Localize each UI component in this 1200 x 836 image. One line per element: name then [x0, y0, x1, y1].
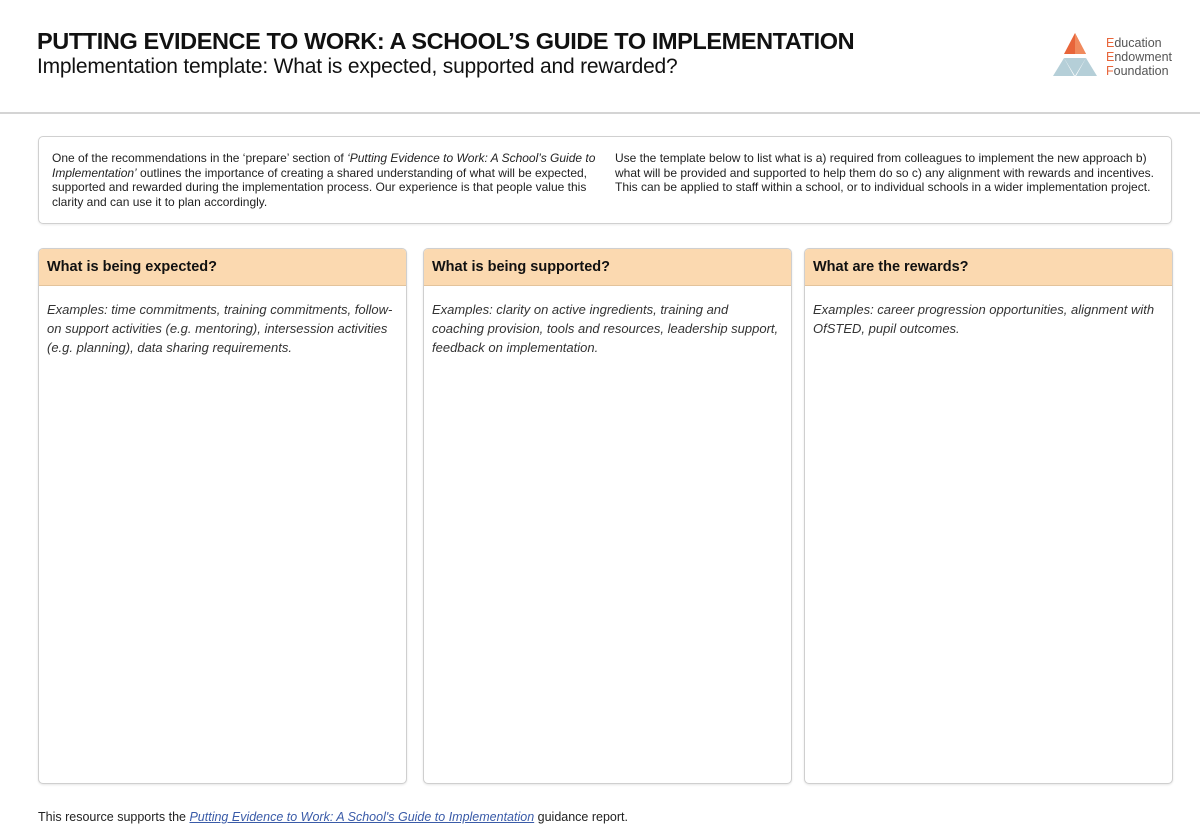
column-heading: What are the rewards? — [805, 249, 1172, 286]
expected-column — [38, 248, 407, 784]
guide-link[interactable]: Putting Evidence to Work: A School's Guide to Implementation — [189, 810, 535, 824]
intro-paragraph-1: One of the recommendations in the ‘prepare’ section of ‘Putting Evidence to Work: A School’s Guide to Implementation’ outlines the importance of creating a shared understanding of what will be expected, supported and rewarded during the implementation process. Our experience is that people value this clarity and can use it to plan accordingly. — [52, 151, 596, 209]
supported-column — [423, 248, 792, 784]
column-examples[interactable]: Examples: time commitments, training commitments, follow-on support activities (e.g. mentoring), intersession activities (e.g. planning), data sharing requirements. — [47, 302, 393, 355]
eef-triangle-logo-icon — [1052, 32, 1098, 78]
footer-note: This resource supports the Putting Evidence to Work: A School's Guide to Implementation guidance report. — [38, 810, 628, 824]
document-title: PUTTING EVIDENCE TO WORK: A SCHOOL’S GUIDE TO IMPLEMENTATION — [37, 28, 855, 54]
logo-wordmark: Education Endowment Foundation — [1106, 36, 1173, 78]
eef-logo — [1052, 32, 1182, 80]
page-header — [0, 0, 1200, 113]
document-subtitle: Implementation template: What is expected, supported and rewarded? — [37, 55, 678, 78]
column-examples[interactable]: Examples: clarity on active ingredients, training and coaching provision, tools and resources, leadership support, feedback on implementation. — [432, 302, 779, 355]
rewards-column — [804, 248, 1173, 784]
column-heading: What is being supported? — [424, 249, 791, 286]
header-divider — [0, 112, 1200, 114]
intro-box — [38, 136, 1172, 224]
intro-paragraph-2: Use the template below to list what is a) required from colleagues to implement the new approach b) what will be provided and supported to help them do so c) any alignment with rewards and incentives. This can be applied to staff within a school, or to individual schools in a wider implementation project. — [615, 151, 1154, 194]
column-examples[interactable]: Examples: career progression opportunities, alignment with OfSTED, pupil outcomes. — [813, 302, 1155, 336]
column-heading: What is being expected? — [39, 249, 406, 286]
